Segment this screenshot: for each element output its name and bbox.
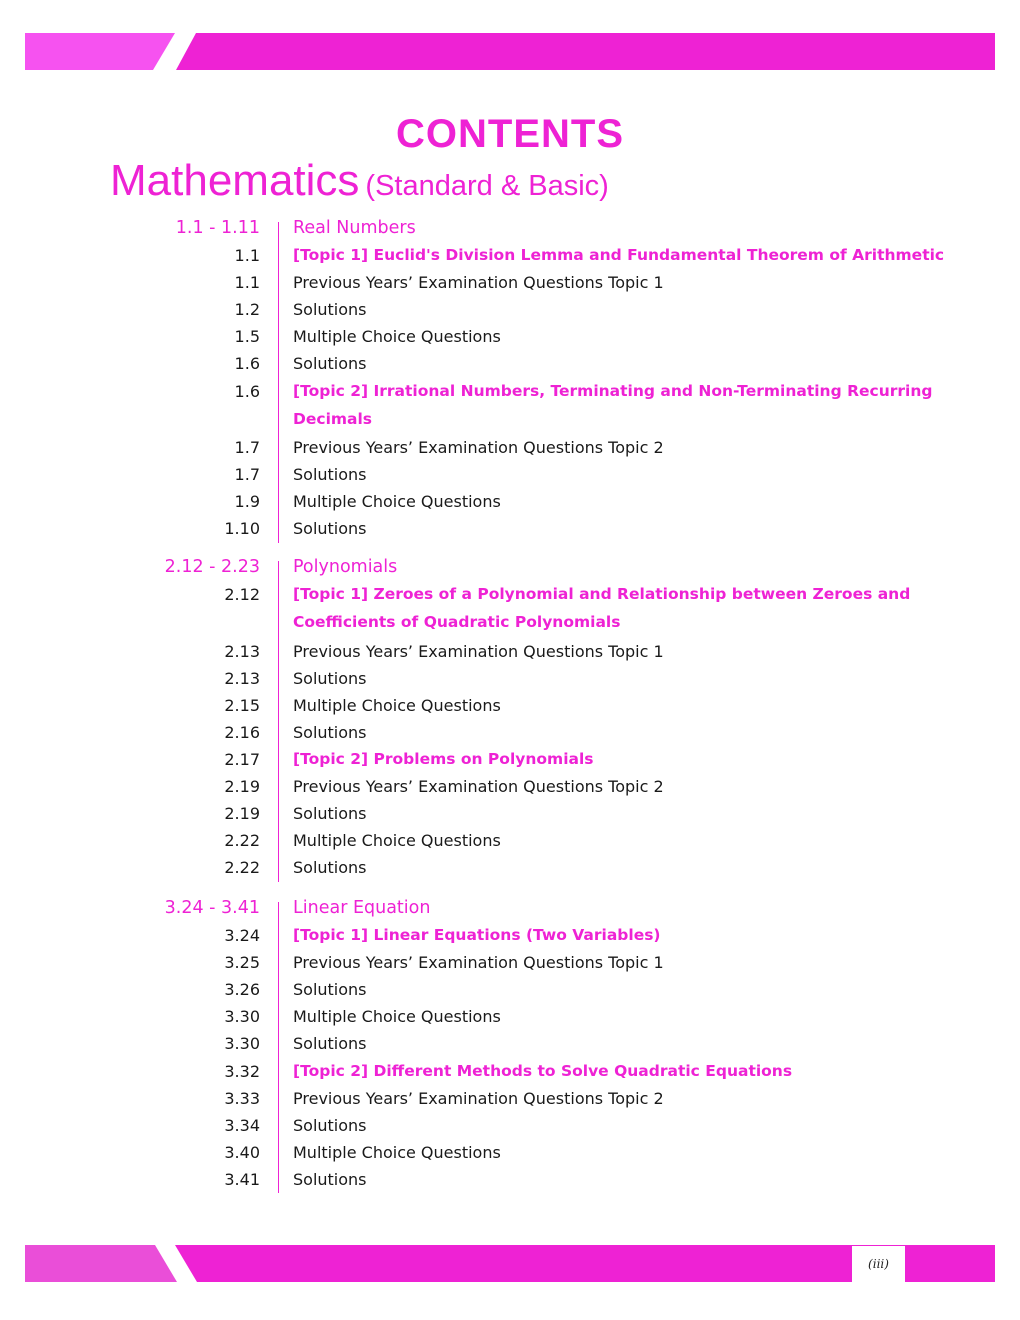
entry-page-number: 2.19 <box>224 777 260 797</box>
entry-page-number: 2.15 <box>224 695 260 715</box>
entry-page-number: 1.6 <box>234 354 260 374</box>
chapter-page-range: 3.24 - 3.41 <box>164 898 260 918</box>
toc-entry-row <box>0 980 1020 1006</box>
entry-text[interactable]: [Topic 1] Zeroes of a Polynomial and Relationship between Zeroes and <box>293 585 911 603</box>
entry-text[interactable]: Decimals <box>293 409 373 428</box>
entry-page-number: 1.5 <box>234 327 260 347</box>
entry-text[interactable]: Previous Years’ Examination Questions Topic 2 <box>293 777 664 797</box>
entry-page-number: 2.22 <box>224 831 260 851</box>
topic-row <box>0 1062 1020 1088</box>
entry-page-number: 3.24 <box>224 926 260 945</box>
entry-page-number: 1.7 <box>234 438 260 458</box>
entry-text[interactable]: Previous Years’ Examination Questions Topic 1 <box>293 953 664 973</box>
toc-entry-row <box>0 858 1020 884</box>
page-title: CONTENTS <box>396 112 624 156</box>
entry-text[interactable]: Previous Years’ Examination Questions Topic 1 <box>293 641 664 661</box>
entry-page-number: 1.1 <box>234 273 260 293</box>
topic-continuation-row <box>0 410 1020 436</box>
toc-entry-row <box>0 1116 1020 1142</box>
topic-row <box>0 382 1020 408</box>
toc-entry-row <box>0 696 1020 722</box>
chapter-title[interactable]: Linear Equation <box>293 898 431 918</box>
entry-text[interactable]: [Topic 2] Problems on Polynomials <box>293 750 594 768</box>
entry-page-number: 1.10 <box>224 519 260 539</box>
entry-text[interactable]: Multiple Choice Questions <box>293 492 501 512</box>
entry-text[interactable]: Solutions <box>293 980 367 1000</box>
entry-page-number: 3.34 <box>224 1115 260 1135</box>
top-decorative-band <box>0 32 1020 72</box>
entry-text[interactable]: Solutions <box>293 804 367 824</box>
toc-entry-row <box>0 953 1020 979</box>
entry-page-number: 2.13 <box>224 668 260 688</box>
entry-text[interactable]: Solutions <box>293 300 367 320</box>
topic-row <box>0 750 1020 776</box>
chapter-divider-line <box>278 902 279 1193</box>
toc-entry-row <box>0 831 1020 857</box>
entry-page-number: 3.26 <box>224 980 260 1000</box>
entry-page-number: 2.13 <box>224 641 260 661</box>
entry-page-number: 1.7 <box>234 465 260 485</box>
entry-text[interactable]: Coefficients of Quadratic Polynomials <box>293 613 621 632</box>
entry-page-number: 1.1 <box>234 246 260 265</box>
entry-text[interactable]: [Topic 1] Linear Equations (Two Variables) <box>293 926 661 944</box>
toc-entry-row <box>0 642 1020 668</box>
entry-page-number: 1.2 <box>234 300 260 320</box>
toc-entry-row <box>0 723 1020 749</box>
toc-entry-row <box>0 1007 1020 1033</box>
entry-text[interactable]: Solutions <box>293 465 367 485</box>
entry-page-number: 3.32 <box>224 1061 260 1081</box>
toc-entry-row <box>0 492 1020 518</box>
subject-heading <box>110 156 609 206</box>
entry-page-number: 2.16 <box>224 722 260 742</box>
chapter-title[interactable]: Real Numbers <box>293 218 416 238</box>
toc-entry-row <box>0 669 1020 695</box>
toc-entry-row <box>0 273 1020 299</box>
entry-page-number: 2.12 <box>224 585 260 604</box>
chapter-divider-line <box>278 222 279 543</box>
entry-text[interactable]: [Topic 2] Irrational Numbers, Terminating and Non-Terminating Recurring <box>293 381 933 400</box>
entry-text[interactable]: Previous Years’ Examination Questions Topic 1 <box>293 273 664 293</box>
topic-continuation-row <box>0 613 1020 639</box>
toc-entry-row <box>0 1170 1020 1196</box>
chapter-title[interactable]: Polynomials <box>293 557 398 577</box>
toc-entry-row <box>0 519 1020 545</box>
entry-page-number: 3.30 <box>224 1007 260 1027</box>
topic-row <box>0 926 1020 952</box>
entry-text[interactable]: Solutions <box>293 722 367 742</box>
entry-text[interactable]: Solutions <box>293 858 367 878</box>
entry-text[interactable]: Solutions <box>293 354 367 374</box>
entry-text[interactable]: Solutions <box>293 1115 367 1135</box>
entry-text[interactable]: Multiple Choice Questions <box>293 695 501 715</box>
entry-page-number: 1.9 <box>234 492 260 512</box>
toc-entry-row <box>0 1034 1020 1060</box>
topic-row <box>0 585 1020 611</box>
entry-page-number: 3.33 <box>224 1088 260 1108</box>
toc-entry-row <box>0 354 1020 380</box>
entry-page-number: 2.19 <box>224 804 260 824</box>
toc-entry-row <box>0 804 1020 830</box>
chapter-page-range: 2.12 - 2.23 <box>164 557 260 577</box>
chapter-heading-row <box>0 218 1020 244</box>
entry-text[interactable]: Previous Years’ Examination Questions Topic 2 <box>293 1088 664 1108</box>
toc-entry-row <box>0 300 1020 326</box>
toc-entry-row <box>0 1143 1020 1169</box>
entry-page-number: 2.17 <box>224 750 260 769</box>
toc-entry-row <box>0 465 1020 491</box>
toc-entry-row <box>0 777 1020 803</box>
chapter-heading-row <box>0 557 1020 583</box>
topic-row <box>0 246 1020 272</box>
entry-page-number: 3.40 <box>224 1142 260 1162</box>
entry-text[interactable]: [Topic 2] Different Methods to Solve Quadratic Equations <box>293 1061 793 1080</box>
entry-text[interactable]: Previous Years’ Examination Questions Topic 2 <box>293 438 664 458</box>
entry-page-number: 3.25 <box>224 953 260 973</box>
entry-text[interactable]: Solutions <box>293 1034 367 1054</box>
entry-text[interactable]: Solutions <box>293 668 367 688</box>
chapter-page-range: 1.1 - 1.11 <box>175 218 260 238</box>
entry-text[interactable]: Solutions <box>293 1169 367 1189</box>
entry-text[interactable]: [Topic 1] Euclid's Division Lemma and Fundamental Theorem of Arithmetic <box>293 246 945 264</box>
entry-page-number: 3.41 <box>224 1169 260 1189</box>
toc-entry-row <box>0 327 1020 353</box>
toc-entry-row <box>0 1089 1020 1115</box>
chapter-divider-line <box>278 561 279 882</box>
entry-text[interactable]: Solutions <box>293 519 367 539</box>
entry-text[interactable]: Multiple Choice Questions <box>293 831 501 851</box>
entry-text[interactable]: Multiple Choice Questions <box>293 1142 501 1162</box>
entry-page-number: 1.6 <box>234 381 260 401</box>
toc-entry-row <box>0 438 1020 464</box>
entry-text[interactable]: Multiple Choice Questions <box>293 327 501 347</box>
entry-text[interactable]: Multiple Choice Questions <box>293 1007 501 1027</box>
subject-name: Mathematics <box>110 156 360 205</box>
page-number: (iii) <box>852 1246 905 1282</box>
chapter-heading-row <box>0 898 1020 924</box>
subject-detail: (Standard & Basic) <box>365 170 609 202</box>
entry-page-number: 2.22 <box>224 858 260 878</box>
entry-page-number: 3.30 <box>224 1034 260 1054</box>
